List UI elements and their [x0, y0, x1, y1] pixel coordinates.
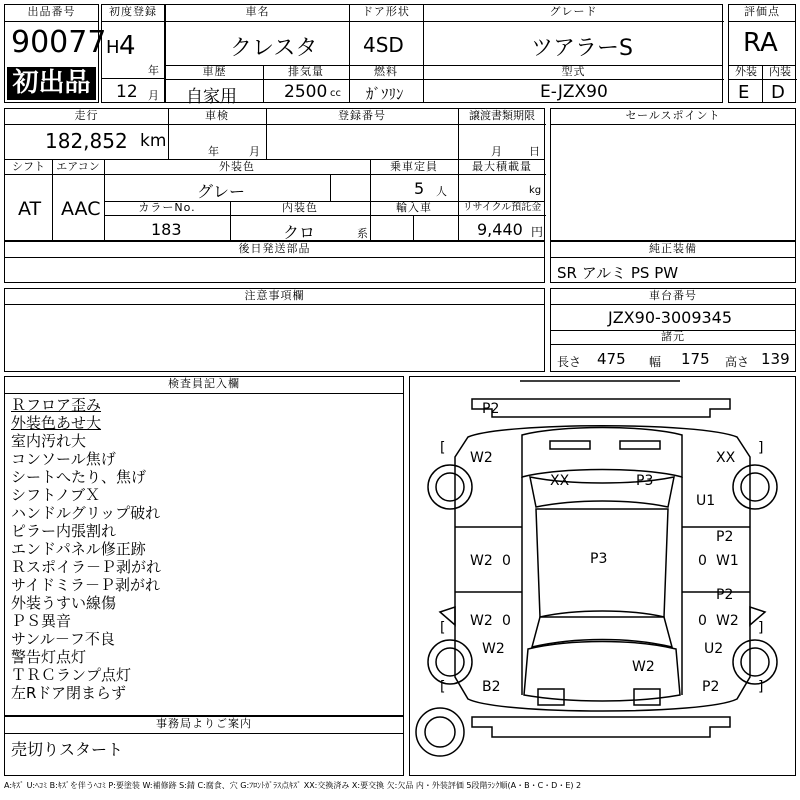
height-value: 139 — [761, 350, 790, 368]
hood-outline — [524, 642, 680, 702]
recycle-unit: 円 — [531, 225, 544, 239]
history-value: 自家用 — [186, 87, 237, 107]
inspection-label: 車検 — [168, 109, 266, 125]
shift-value: AT — [18, 198, 42, 220]
door-type: 4SD — [363, 33, 404, 57]
mark-zero-right-2: 0 — [698, 613, 707, 629]
inspector-line: シフトノブＸ — [11, 486, 101, 504]
mark-zero-right-1: 0 — [698, 553, 707, 569]
specs-box — [4, 108, 545, 241]
recycle-label: リサイクル預託金 — [458, 202, 546, 216]
inspector-line: ＴＲＣランプ点灯 — [11, 666, 132, 684]
first-listing-badge: 初出品 — [7, 67, 96, 100]
color-no-label: カラーNo. — [104, 202, 230, 216]
mark-left-rear-fender: W2 — [470, 450, 493, 466]
equipment-label: 純正装備 — [551, 242, 795, 258]
car-diagram — [410, 377, 795, 775]
interior-color-value: クロ — [283, 223, 316, 242]
equipment-value: SR アルミ PS PW — [557, 264, 679, 282]
inspector-line: サンル－フ不良 — [11, 630, 115, 648]
mileage-label: 走行 — [5, 109, 168, 125]
notes-box — [4, 288, 545, 372]
inspector-remarks — [11, 396, 161, 702]
width-value: 175 — [681, 350, 710, 368]
lot-number-label: 出品番号 — [5, 5, 98, 22]
notes-label: 注意事項欄 — [5, 289, 544, 305]
import-label: 輸入車 — [370, 202, 458, 216]
inspector-line: エンドパネル修正跡 — [11, 540, 146, 558]
interior-color-suffix: 系 — [357, 227, 368, 240]
height-label: 高さ — [725, 355, 750, 369]
grade: ツアラーS — [531, 36, 633, 61]
mileage-unit: km — [140, 131, 167, 151]
capacity-value: 5 — [414, 179, 425, 198]
inspector-line: コンソール焦げ — [11, 450, 116, 468]
mark-front-bumper-left: B2 — [482, 679, 501, 695]
inspector-line: 警告灯点灯 — [11, 648, 87, 666]
score-value: RA — [743, 28, 778, 58]
year-value: 4 — [119, 31, 136, 61]
mark-bracket-right-mid: ] — [758, 620, 764, 636]
max-load-label: 最大積載量 — [458, 160, 546, 175]
sales-point-label: セールスポイント — [551, 109, 795, 125]
mark-trunk-right: P3 — [636, 473, 654, 489]
dimensions-label: 諸元 — [551, 331, 795, 345]
mark-zero-left-2: 0 — [502, 613, 511, 629]
inspector-label: 検査員記入欄 — [5, 377, 403, 394]
front-bumper-outline — [472, 717, 730, 737]
mark-front-bumper-right: P2 — [702, 679, 720, 695]
interior-label: 内装 — [763, 66, 797, 80]
inspector-line: サイドミラ－Ｐ剥がれ — [11, 576, 160, 594]
mark-roof: P3 — [590, 551, 608, 567]
inspection-month-unit: 月 — [249, 145, 260, 158]
mark-bracket-left-bottom: [ — [440, 679, 446, 695]
aircon-value: AAC — [61, 198, 101, 220]
length-value: 475 — [597, 350, 626, 368]
transfer-deadline-label: 譲渡書類期限 — [458, 109, 546, 125]
aircon-label: エアコン — [52, 160, 104, 175]
mark-left-front-fender: W2 — [482, 641, 505, 657]
equipment-box — [550, 241, 796, 283]
shift-label: シフト — [5, 160, 52, 175]
fuel-value: ｶﾞｿﾘﾝ — [366, 85, 404, 103]
car-name: クレスタ — [230, 36, 318, 61]
score-box — [728, 4, 796, 103]
inspector-line: ＰＳ異音 — [11, 612, 72, 630]
car-diagram-box — [409, 376, 796, 776]
sales-point-box — [550, 108, 796, 241]
color-no-value: 183 — [151, 220, 182, 239]
vehicle-info-box — [165, 4, 723, 107]
later-parts-label: 後日発送部品 — [5, 242, 544, 258]
mark-bracket-right-bottom: ] — [758, 679, 764, 695]
displacement-value: 2500 — [284, 82, 328, 102]
max-load-unit: kg — [529, 185, 542, 196]
displacement-label: 排気量 — [263, 66, 349, 80]
chassis-number: JZX90-3009345 — [608, 308, 733, 327]
door-type-label: ドア形状 — [349, 5, 423, 22]
mark-zero-left-1: 0 — [502, 553, 511, 569]
lot-number-box — [4, 4, 107, 103]
inspector-line: ピラー内張割れ — [11, 522, 117, 540]
car-name-label: 車名 — [166, 5, 349, 22]
capacity-unit: 人 — [436, 185, 447, 198]
length-label: 長さ — [557, 355, 582, 369]
recycle-value: 9,440 — [477, 220, 523, 239]
model-value: E-JZX90 — [540, 82, 608, 102]
capacity-label: 乗車定員 — [370, 160, 458, 175]
mark-right-front-door: W2 — [716, 613, 739, 629]
era: H — [106, 37, 120, 58]
mileage-value: 182,852 — [45, 129, 128, 153]
mark-left-rear-door: W2 — [470, 553, 493, 569]
fuel-label: 燃料 — [349, 66, 423, 80]
registration-label: 登録番号 — [266, 109, 458, 125]
lot-number: 90077 — [11, 25, 107, 60]
mark-hood: W2 — [632, 659, 655, 675]
later-parts-box — [4, 241, 545, 283]
office-box — [4, 716, 404, 776]
office-label: 事務局よりご案内 — [5, 717, 403, 734]
model-label: 型式 — [423, 66, 724, 80]
month-unit: 月 — [148, 89, 159, 102]
inspector-line: 室内汚れ大 — [11, 432, 87, 450]
inspector-line: 外装うすい線傷 — [11, 594, 117, 612]
inspector-line: ハンドルグリップ破れ — [11, 504, 161, 522]
history-label: 車歴 — [166, 66, 263, 80]
mark-bracket-right-top: ] — [758, 440, 764, 456]
transfer-day-unit: 日 — [529, 145, 540, 158]
grade-label: グレード — [423, 5, 724, 22]
displacement-unit: cc — [330, 88, 341, 99]
exterior-color-label: 外装色 — [104, 160, 370, 175]
first-registration-label: 初度登録 — [102, 5, 164, 22]
mark-left-front-door: W2 — [470, 613, 493, 629]
transfer-month-unit: 月 — [491, 145, 502, 158]
mark-bracket-left-mid: [ — [440, 620, 446, 636]
chassis-label: 車台番号 — [551, 289, 795, 305]
exterior-color-value: グレー — [197, 182, 246, 201]
mark-trunk-left: XX — [550, 473, 570, 489]
inspector-line: 左Rドア閉まらず — [11, 684, 126, 702]
width-label: 幅 — [649, 355, 662, 369]
inspector-line: シートへたり、焦げ — [11, 468, 147, 486]
inspector-line: 外装色あせ大 — [11, 414, 102, 432]
trunk-outline — [522, 428, 682, 478]
inspector-line: Ｒフロア歪み — [11, 396, 102, 414]
office-text: 売切りスタート — [11, 740, 124, 759]
score-label: 評価点 — [729, 5, 795, 22]
mark-bracket-left-top: [ — [440, 440, 446, 456]
year-unit: 年 — [148, 64, 159, 77]
legend: A:ｷｽﾞ U:ﾍｺﾐ B:ｷｽﾞを伴うﾍｺﾐ P:要塗装 W:補修跡 S:錆 C:腐食、穴 G:ﾌﾛﾝﾄｶﾞﾗｽ点ｷｽﾞ XX:交換済み X:要交換 欠:欠品 内・外装評価 5段階ﾗﾝｸ順(A・B・C・D・E) 2 — [4, 781, 582, 790]
month-value: 12 — [116, 82, 138, 102]
mark-rear-bumper: P2 — [482, 401, 500, 417]
mark-right-rear-quarter: U1 — [696, 493, 716, 509]
first-registration-box — [101, 4, 165, 103]
mark-right-front-fender: U2 — [704, 641, 724, 657]
inspection-year-unit: 年 — [208, 145, 219, 158]
inspector-line: Ｒスポイラ－Ｐ剥がれ — [11, 558, 162, 576]
interior-color-label: 内装色 — [230, 202, 370, 216]
mark-right-front-door-top: P2 — [716, 587, 734, 603]
inspector-box — [4, 376, 404, 716]
chassis-box — [550, 288, 796, 372]
mark-right-rear-fender: XX — [716, 450, 736, 466]
interior-score: D — [771, 82, 785, 103]
exterior-score: E — [738, 82, 750, 103]
rear-bumper-outline — [472, 399, 730, 417]
exterior-label: 外装 — [729, 66, 763, 80]
mark-right-rear-door: W1 — [716, 553, 739, 569]
mark-right-rear-door-top: P2 — [716, 529, 734, 545]
